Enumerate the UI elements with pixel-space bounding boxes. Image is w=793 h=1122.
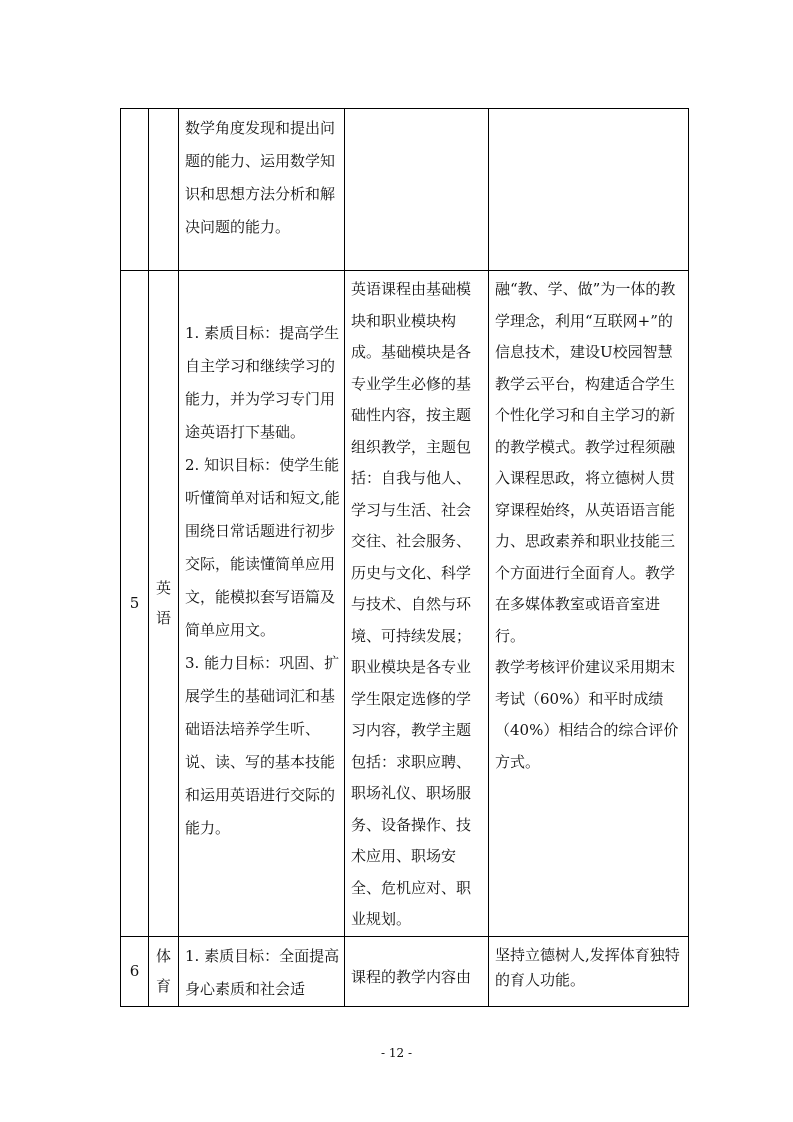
objectives-cell	[179, 109, 345, 271]
content-cell	[345, 936, 489, 1006]
content-cell	[345, 271, 489, 937]
requirement-teaching: 融“教、学、做”为一体的教学理念，利用“互联网+”的信息技术，建设U校园智慧教学云平台，构建适合学生个性化学习和自主学习的新的教学模式。教学过程须融入课程思政，将立德树人贯穿课程始终，从英语语言能力、思政素养和职业技能三个方面进行全面育人。教学在多媒体教室或语音室进行。	[495, 280, 676, 645]
objectives-cell	[179, 271, 345, 937]
objective-knowledge: 2. 知识目标：使学生能听懂简单对话和短文,能围绕日常话题进行初步交际，能读懂简单应用文，能模拟套写语篇及简单应用文。	[185, 456, 340, 639]
objectives-cell	[179, 936, 345, 1006]
requirements-cell	[489, 936, 689, 1006]
row-number: 6	[129, 962, 140, 980]
subject-name: 体育	[155, 947, 171, 995]
subject-name: 英语	[155, 579, 171, 628]
subject-cell	[149, 271, 179, 937]
num-cell	[121, 936, 149, 1006]
table-row	[121, 936, 689, 1006]
subject-cell	[149, 936, 179, 1006]
requirement-assessment: 教学考核评价建议采用期末考试（60%）和平时成绩（40%）相结合的综合评价方式。	[495, 658, 679, 771]
objective-quality: 1. 素质目标：提高学生自主学习和继续学习的能力，并为学习专门用途英语打下基础。	[185, 324, 340, 441]
table-row	[121, 271, 689, 937]
requirements-cell	[489, 109, 689, 271]
subject-cell	[149, 109, 179, 271]
content-cell	[345, 109, 489, 271]
table-row	[121, 109, 689, 271]
num-cell	[121, 109, 149, 271]
objectives-text: 数学角度发现和提出问题的能力、运用数学知识和思想方法分析和解决问题的能力。	[185, 119, 336, 236]
curriculum-table	[120, 108, 689, 1007]
requirements-text	[489, 271, 688, 778]
content-text: 课程的教学内容由	[351, 967, 472, 986]
objectives-text	[179, 271, 344, 845]
page-number: - 12 -	[380, 1046, 412, 1060]
row-number: 5	[129, 594, 140, 613]
content-text: 英语课程由基础模块和职业模块构成。基础模块是各专业学生必修的基础性内容，按主题组织教学，主题包括：自我与他人、学习与生活、社会交往、社会服务、历史与文化、科学与技术、自然与环境、可持续发展；职业模块是各专业学生限定选修的学习内容，教学主题包括：求职应聘、职场礼仪、职场服务、设备操作、技术应用、职场安全、危机应对、职业规划。	[351, 280, 472, 928]
num-cell	[121, 271, 149, 937]
requirements-text: 坚持立德树人,发挥体育独特的育人功能。	[495, 945, 680, 989]
objective-ability: 3. 能力目标：巩固、扩展学生的基础词汇和基础语法培养学生听、说、读、写的基本技能和运用英语进行交际的能力。	[185, 654, 340, 837]
requirements-cell	[489, 271, 689, 937]
objectives-text: 1. 素质目标：全面提高身心素质和社会适	[185, 946, 340, 998]
